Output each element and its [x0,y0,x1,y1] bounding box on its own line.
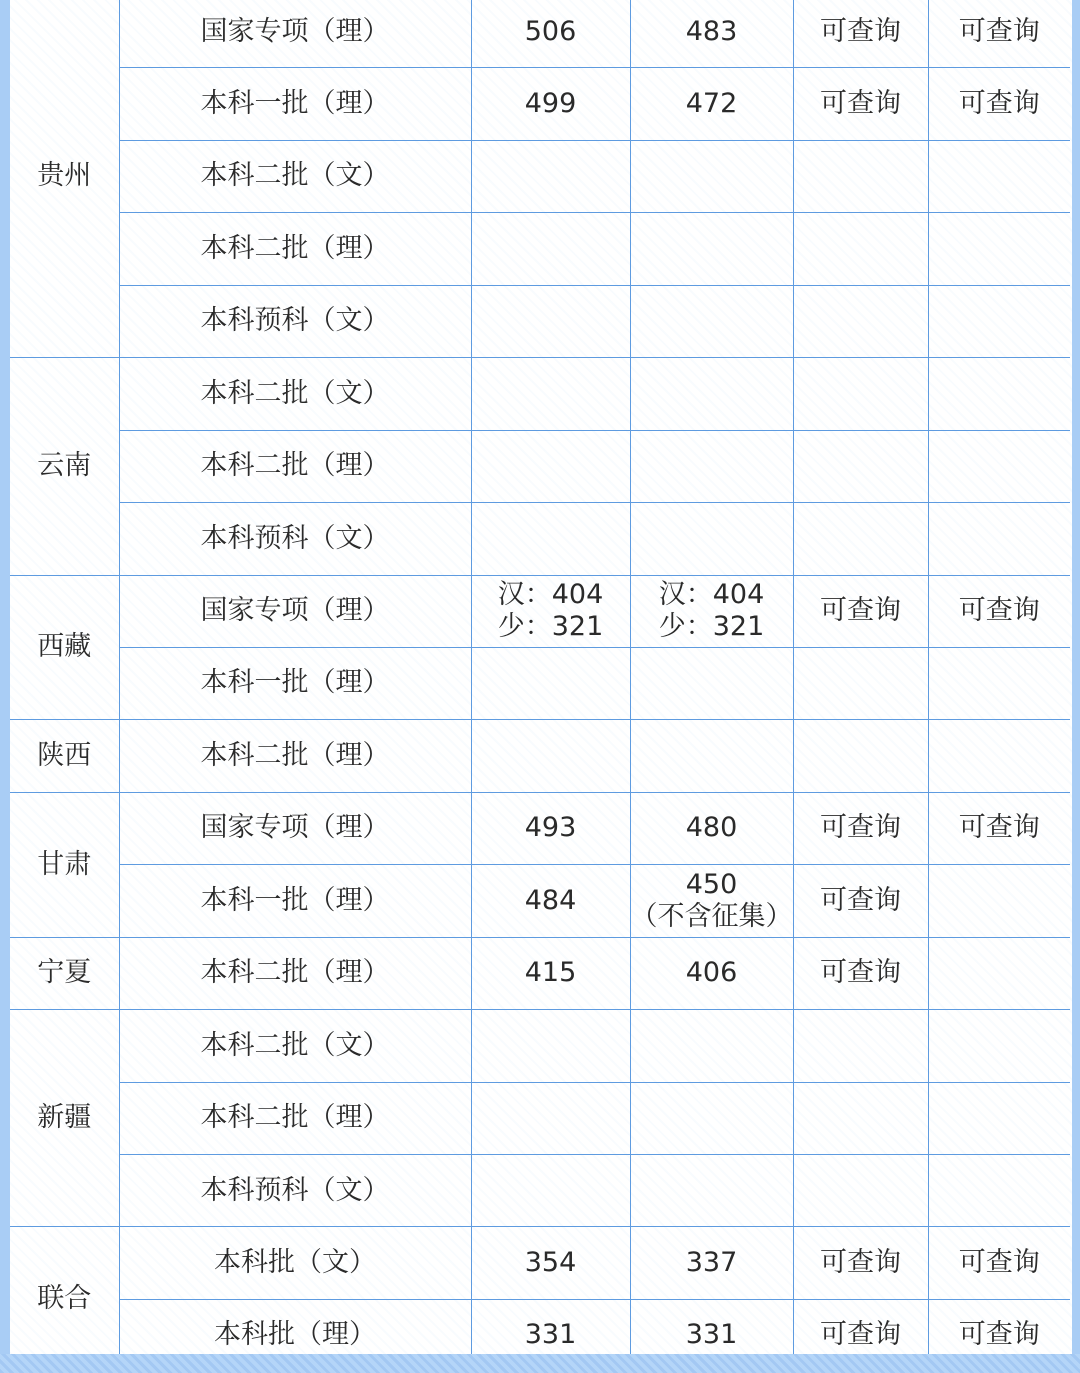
batch-cell: 本科一批（理） [119,647,471,719]
query-cell-d: 可查询 [928,1299,1070,1371]
batch-cell: 本科二批（理） [119,213,471,285]
score-note: （不含征集） [630,900,793,932]
query-cell-c [793,358,928,430]
score-cell-b [630,503,793,575]
query-cell-c: 可查询 [793,575,928,647]
query-cell-c: 可查询 [793,792,928,864]
table-row [10,575,1070,647]
table-row [10,720,1070,792]
batch-cell: 本科二批（理） [119,430,471,502]
score-cell-b [630,213,793,285]
score-cell-a [471,575,630,647]
score-cell-a [471,1010,630,1082]
score-cell-a: 484 [471,865,630,937]
score-cell-b: 406 [630,937,793,1009]
query-cell-c [793,720,928,792]
province-xizang: 西藏 [10,575,119,720]
score-cell-a [471,1155,630,1227]
query-cell-c [793,1155,928,1227]
batch-cell: 本科二批（理） [119,937,471,1009]
query-cell-c [793,213,928,285]
score-cell-a [471,647,630,719]
decorative-border [0,1354,1080,1373]
query-cell-c: 可查询 [793,1227,928,1299]
province-gansu: 甘肃 [10,792,119,937]
score-cell-b: 337 [630,1227,793,1299]
score-cell-b [630,575,793,647]
province-xinjiang: 新疆 [10,1010,119,1227]
query-cell-c: 可查询 [793,937,928,1009]
query-cell-d [928,1082,1070,1154]
province-lianhe: 联合 [10,1227,119,1372]
query-cell-d: 可查询 [928,68,1070,140]
score-cell-b [630,720,793,792]
score-cell-a: 331 [471,1299,630,1371]
province-guizhou: 贵州 [10,0,119,358]
score-minority: 少：321 [497,611,604,643]
score-cell-a: 499 [471,68,630,140]
query-cell-d [928,937,1070,1009]
table-row [10,503,1070,575]
score-cell-b [630,1010,793,1082]
score-cell-b [630,140,793,212]
admission-score-table [10,0,1070,1372]
province-ningxia: 宁夏 [10,937,119,1009]
score-minority: 少：321 [658,611,765,643]
table-row [10,68,1070,140]
table-row [10,285,1070,357]
batch-cell: 本科预科（文） [119,285,471,357]
table-row [10,1155,1070,1227]
table-row [10,1010,1070,1082]
score-cell-b: 480 [630,792,793,864]
batch-cell: 本科二批（文） [119,140,471,212]
score-table-panel [10,0,1072,1354]
score-cell-b [630,647,793,719]
query-cell-d [928,140,1070,212]
query-cell-d [928,865,1070,937]
score-cell-a [471,1082,630,1154]
score-cell-a: 354 [471,1227,630,1299]
score-cell-b [630,285,793,357]
batch-cell: 本科二批（理） [119,720,471,792]
score-cell-a [471,358,630,430]
score-cell-b [630,1082,793,1154]
query-cell-d: 可查询 [928,1227,1070,1299]
table-row [10,213,1070,285]
query-cell-d [928,1155,1070,1227]
score-value: 450 [685,868,738,900]
query-cell-d [928,285,1070,357]
batch-cell: 本科二批（理） [119,1082,471,1154]
query-cell-d [928,503,1070,575]
score-cell-b [630,865,793,937]
batch-cell: 本科批（理） [119,1299,471,1371]
table-row [10,1227,1070,1299]
score-cell-b: 483 [630,0,793,68]
query-cell-c: 可查询 [793,68,928,140]
batch-cell: 本科一批（理） [119,865,471,937]
query-cell-c: 可查询 [793,0,928,68]
query-cell-d [928,720,1070,792]
score-cell-a: 493 [471,792,630,864]
score-cell-a: 506 [471,0,630,68]
batch-cell: 本科预科（文） [119,503,471,575]
table-row [10,430,1070,502]
batch-cell: 本科批（文） [119,1227,471,1299]
score-han: 汉：404 [497,578,604,610]
query-cell-d [928,647,1070,719]
query-cell-d [928,1010,1070,1082]
query-cell-d: 可查询 [928,792,1070,864]
score-cell-a [471,503,630,575]
query-cell-d [928,358,1070,430]
query-cell-c [793,140,928,212]
table-row [10,792,1070,864]
score-cell-b: 472 [630,68,793,140]
table-row [10,358,1070,430]
score-cell-a [471,430,630,502]
table-row [10,1082,1070,1154]
score-cell-b: 331 [630,1299,793,1371]
table-row [10,647,1070,719]
batch-cell: 本科二批（文） [119,1010,471,1082]
score-cell-b [630,430,793,502]
province-yunnan: 云南 [10,358,119,575]
score-cell-a [471,720,630,792]
score-cell-b [630,1155,793,1227]
query-cell-d [928,430,1070,502]
score-cell-a [471,140,630,212]
score-cell-a [471,213,630,285]
query-cell-c [793,503,928,575]
batch-cell: 本科预科（文） [119,1155,471,1227]
table-row [10,140,1070,212]
batch-cell: 国家专项（理） [119,792,471,864]
table-row [10,0,1070,68]
query-cell-c [793,647,928,719]
table-row [10,937,1070,1009]
score-cell-a [471,285,630,357]
query-cell-d: 可查询 [928,0,1070,68]
table-row [10,865,1070,937]
query-cell-d: 可查询 [928,575,1070,647]
score-han: 汉：404 [658,578,765,610]
query-cell-c [793,430,928,502]
query-cell-c [793,285,928,357]
query-cell-d [928,213,1070,285]
query-cell-c [793,1010,928,1082]
batch-cell: 国家专项（理） [119,575,471,647]
batch-cell: 国家专项（理） [119,0,471,68]
query-cell-c: 可查询 [793,1299,928,1371]
batch-cell: 本科一批（理） [119,68,471,140]
score-cell-a: 415 [471,937,630,1009]
query-cell-c: 可查询 [793,865,928,937]
batch-cell: 本科二批（文） [119,358,471,430]
query-cell-c [793,1082,928,1154]
province-shaanxi: 陕西 [10,720,119,792]
score-cell-b [630,358,793,430]
